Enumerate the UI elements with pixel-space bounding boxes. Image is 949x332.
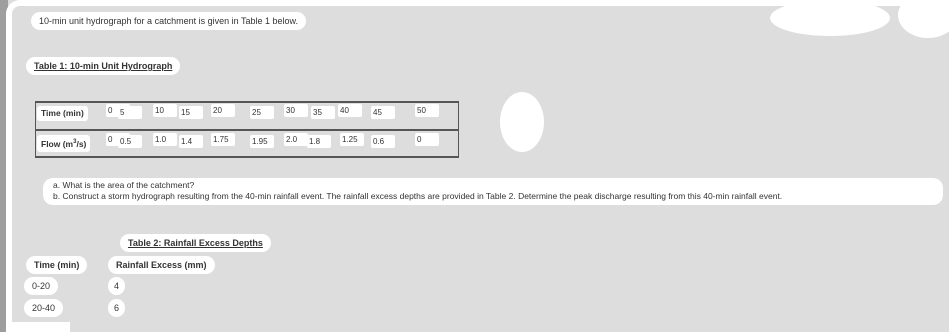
time-cell: 10 — [153, 104, 177, 117]
table2-row-excess: 4 — [108, 277, 125, 295]
time-cell: 25 — [250, 106, 274, 119]
time-cell: 5 — [118, 106, 142, 119]
flow-cell: 1.95 — [250, 135, 274, 148]
flow-cell: 0 — [415, 133, 439, 146]
table2-col-time-header: Time (min) — [26, 256, 87, 274]
time-cell: 30 — [284, 104, 308, 117]
flow-cell: 0.5 — [118, 135, 142, 148]
time-cell: 0 — [106, 104, 130, 117]
flow-row-label: Flow $(m^3/s)$ — [37, 135, 90, 152]
redaction-blob — [770, 0, 890, 36]
time-cell: 35 — [311, 106, 335, 119]
flow-cell: 1.8 — [307, 135, 331, 148]
bottom-strip — [8, 322, 70, 332]
flow-cell: 1.4 — [179, 135, 203, 148]
flow-cell: 2.0 — [284, 133, 308, 146]
table1-title: Table 1: 10-min Unit Hydrograph — [26, 57, 180, 75]
time-cell: 15 — [179, 106, 203, 119]
time-cell: 20 — [211, 104, 235, 117]
intro-text: 10-min unit hydrograph for a catchment is given in Table 1 below. — [31, 12, 306, 30]
table2-row-time: 20-40 — [24, 299, 63, 317]
flow-cell: 1.0 — [153, 133, 177, 146]
time-row-label: Time (min) — [37, 106, 88, 121]
question-a: a. What is the area of the catchment? — [53, 180, 195, 190]
redaction-blob — [500, 92, 544, 152]
question-block — [43, 178, 943, 205]
time-cell: 40 — [338, 104, 362, 117]
flow-cell: 0 — [106, 133, 130, 146]
table2-row-time: 0-20 — [24, 277, 58, 295]
table2-col-excess-header: Rainfall Excess (mm) — [108, 256, 215, 274]
flow-cell: 0.6 — [371, 135, 395, 148]
flow-cell: 1.75 — [211, 133, 235, 146]
question-b: b. Construct a storm hydrograph resulting from the 40-min rainfall event. The rainfall excess depths are provided in Table 2. Determine the peak discharge resulting from this 40-min rainfall event. — [53, 191, 783, 201]
table2-row-excess: 6 — [108, 299, 125, 317]
time-cell: 45 — [371, 106, 395, 119]
unit-hydrograph-table — [35, 101, 459, 158]
table2-title: Table 2: Rainfall Excess Depths — [120, 234, 271, 252]
page-frame — [6, 0, 949, 332]
flow-cell: 1.25 — [340, 133, 364, 146]
time-cell: 50 — [415, 104, 439, 117]
